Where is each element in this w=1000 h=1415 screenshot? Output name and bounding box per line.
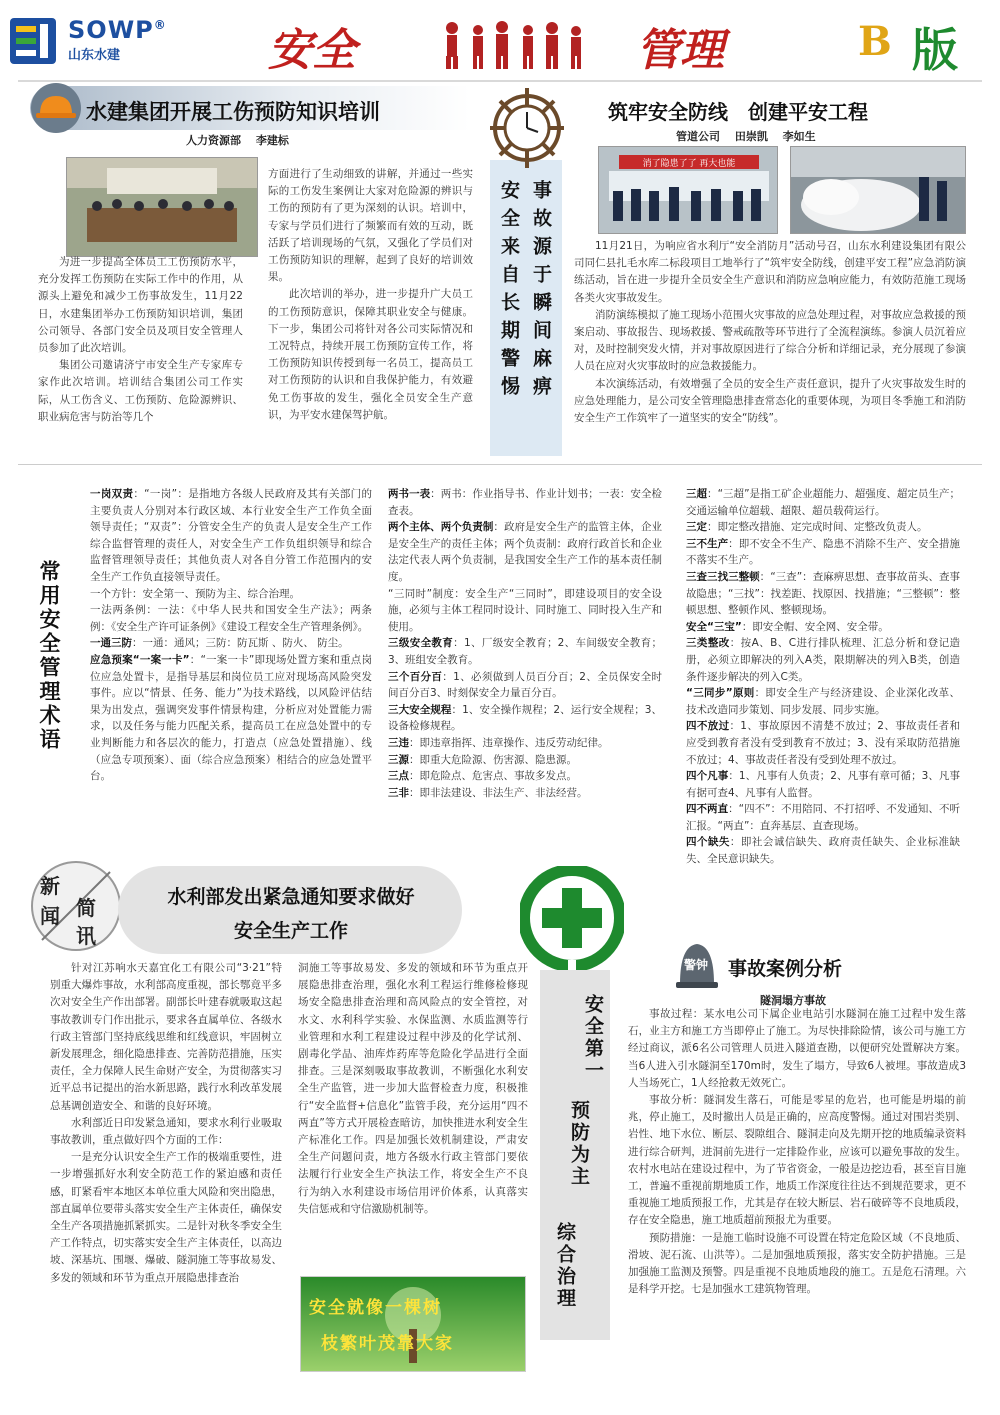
drill-photo-left xyxy=(598,146,778,234)
article1-title: 水建集团开展工伤预防知识培训 xyxy=(86,100,380,124)
news-badge-char-3: 简 xyxy=(76,896,96,920)
case-body: 事故过程：某水电公司下属企业电站引水隧洞在施工过程中发生落石，业主方和施工方当即停止了施工。为尽快排除险情，该公司与施工方经过商议，派6名公司管理人员进入隧道查勘，以便研究处置解决方案。当6人进入引水隧洞至170m时，发生了塌方，导致6人被埋。事故造成3人当场死亡，1人经抢救无效死亡。 事故分析：隧洞发生落石，可能是零星的危岩，也可能是坍塌的前兆，停止施工，及时撤出人员是正确的，应高度警惕。通过对围岩类别、岩性、地下水位、断层、裂隙组合、隧洞走向及先期开挖的地质编录资料进行综合研判，进洞前先进行一定排险作业，应该可以避免事故的发生。农村水电站在建设过程中，为了节省资金，一般是边挖边看，甚至盲目施工，普遍不重视前期地质工作，地质工作深度往往达不到规范要求，更不重视施工地质预报工作，尤其是存在较大断层、岩石破碎等不良地质段，存在安全隐患，施工地质超前预报尤为重要。 预防措施：一是施工临时设施不可设置在特定危险区域（不良地质、滑坡、泥石流、山洪等）。二是加强地质预报，落实安全防护措施。三是加强施工监测及预警。四是重视不良地质地段的施工。五是危石清理。六是科学开挖。七是加强水工建筑物管理。 xyxy=(628,1008,966,1296)
training-photo xyxy=(66,157,258,257)
tree-slogan-box xyxy=(300,1276,526,1372)
header-divider xyxy=(18,80,982,82)
glossary-entry: 三大安全规程：1、安全操作规程；2、运行安全规程；3、设备检修规程。 xyxy=(388,703,663,733)
glossary-entry: “三同时”制度：安全生产“三同时”，即建设项目的安全设施，必须与主体工程同时设计、同时施工、同时投入生产和使用。 xyxy=(388,587,662,633)
clock-icon xyxy=(488,84,566,172)
slogan2-left-column: 综合治理 xyxy=(554,1222,576,1310)
edition-word: 版 xyxy=(912,23,958,77)
logo-english: SOWP® xyxy=(68,16,167,44)
glossary-entry: 四不两直：“四不”：不用陪同、不打招呼、不发通知、不听汇报。“两直”：直奔基层、直查现场。 xyxy=(686,803,960,832)
slogan1-right-column: 事故源于瞬间麻痹 xyxy=(530,180,552,404)
glossary-entry: 三超：“三超”是指工矿企业超能力、超强度、超定员生产；交通运输单位超载、超限、超员载荷运行。 xyxy=(686,488,960,517)
news-badge-char-2: 闻 xyxy=(40,904,60,928)
slogan2-right-column: 安全第一 xyxy=(582,994,604,1082)
glossary-heading: 常用安全管理术语 xyxy=(37,560,61,752)
article1-column-left: 为进一步提高全体员工工伤预防水平，充分发挥工伤预防在实际工作中的作用，从源头上避免和减少工伤事故发生，11月22日，水建集团举办工伤预防知识培训，集团公司领导、各部门安全员及项目安全管理人员参加了此次培训。 集团公司邀请济宁市安全生产专家库专家作此次培训。培训结合集团公司工作实际，从工伤含义、工伤预防、危险源辨识、职业病危害与防治等几个 xyxy=(38,256,243,423)
bell-label: 警钟 xyxy=(684,958,709,972)
article1-column-right: 方面进行了生动细致的讲解，并通过一些实际的工伤发生案例让大家对危险源的辨识与工伤的预防有了更为深刻的认识。培训中，专家与学员们进行了频繁而有效的互动，既活跃了培训现场的气氛，又强化了学员们对工伤预防知识的理解，起到了良好的培训效果。 此次培训的举办，进一步提升广大员工的工伤预防意识，保障其职业安全与健康。下一步，集团公司将针对各公司实际情况和工况特点，持续开展工伤预防宣传工作，将工伤预防知识传授到每一名员工，提高员工对工伤预防的认识和自我保护能力，有效避免工伤事故的发生，强化全员安全生产意识，为平安水建保驾护航。 xyxy=(268,168,473,421)
news-title-line1: 水利部发出紧急通知要求做好 xyxy=(167,886,415,908)
title-safety: 安全 xyxy=(268,25,356,76)
glossary-entry: 四个缺失：即社会诚信缺失、政府责任缺失、企业标准缺失、全民意识缺失。 xyxy=(686,836,961,866)
glossary-entry: 三非：即非法建设、非法生产、非法经营。 xyxy=(388,786,588,799)
masthead xyxy=(0,0,1000,80)
glossary-entry: 安全“三宝”：即安全帽、安全网、安全带。 xyxy=(686,620,889,633)
glossary-column-2 xyxy=(388,486,662,801)
glossary-entry: 三点：即危险点、危害点、事故多发点。 xyxy=(388,770,577,783)
tree-slogan-line1: 安全就像一棵树 xyxy=(309,1298,442,1318)
drill-photo-right xyxy=(790,146,966,234)
glossary-entry: 三违：即违章指挥、违章操作、违反劳动纪律。 xyxy=(388,736,609,749)
glossary-entry: 一个方针：安全第一、预防为主、综合治理。 xyxy=(90,587,300,600)
slogan1-left-column: 安全来自长期警惕 xyxy=(498,180,520,404)
glossary-entry: 一岗双责：“一岗”：是指地方各级人民政府及其有关部门的主要负责人分别对本行政区域、本行业安全生产工作负全面领导责任；“双责”：分管安全生产的负责人是安全生产工作综合监督管理的责任人，对安全生产工作负组织领导和综合监督管理领导责任；其他负责人对各自分管工作范围内的安全生产工作负直接领导责任。 xyxy=(90,488,372,583)
sowp-logo-icon xyxy=(10,18,56,64)
glossary-column-1 xyxy=(90,486,372,785)
glossary-entry: 三查三找三整顿：“三查”：查麻痹思想、查事故苗头、查事故隐患；“三找”：找差距、找原因、找措施；“三整顿”：整顿思想、整顿作风、整顿现场。 xyxy=(686,570,960,617)
glossary-entry: 两个主体、两个负责制：政府是安全生产的监管主体，企业是安全生产的责任主体；两个负责制：政府行政首长和企业法定代表人两个负责制，是我国安全生产工作的基本责任制度。 xyxy=(388,521,663,583)
slogan2-mid-column: 预防为主 xyxy=(568,1100,590,1188)
glossary-entry: 三定：即定整改措施、定完成时间、定整改负责人。 xyxy=(686,521,928,534)
section-divider xyxy=(18,464,982,465)
glossary-entry: 四不放过：1、事故原因不清楚不放过；2、事故责任者和应受到教育者没有受到教育不放过；3、没有采取防范措施不放过；4、事故责任者没有受到处理不放过。 xyxy=(686,720,960,766)
edition-letter: B xyxy=(858,18,892,65)
glossary-entry: 两书一表：两书：作业指导书、作业计划书；一表：安全检查表。 xyxy=(388,488,663,517)
glossary-entry: 三级安全教育：1、厂级安全教育；2、车间级安全教育；3、班组安全教育。 xyxy=(388,637,662,666)
tree-slogan-line2: 枝繁叶茂靠大家 xyxy=(321,1334,454,1354)
news-column-right: 洞施工等事故易发、多发的领域和环节为重点开展隐患排查治理，强化水利工程运行维修检修现场安全隐患排查治理和高风险点的安全管控，对水文、水利科学实验、水保监测、水质监测等行业管理和水利工程建设过程中涉及的化学试剂、剧毒化学品、油库炸药库等危险化学品进行全面排查。三是深刻吸取事故教训，不断强化水利安全生产监管，进一步加大监督检查力度，积极推行“安全监督+信息化”监管手段，充分运用“四不两直”等方式开展检查暗访，加快推进水利安全生产标准化工作。四是加强长效机制建设，严肃安全生产问题问责，地方各级水行政主管部门要依法履行行业安全生产执法工作，将安全生产不良行为纳入水利建设市场信用评价体系，认真落实失信惩戒和守信激励机制等。 xyxy=(298,962,528,1215)
title-management: 管理 xyxy=(636,25,724,76)
glossary-entry: 一通三防：一通：通风；三防：防瓦斯 、防火、 防尘。 xyxy=(90,637,349,650)
article2-body: 11月21日，为响应省水利厅“安全消防月”活动号召，山东水利建设集团有限公司同仁县扎毛水库二标段项目工地举行了“筑牢安全防线，创建平安工程”应急消防演练活动，旨在进一步提升全员安全生产意识和消防应急响应能力，有效防范施工现场各类火灾事故发生。 消防演练模拟了施工现场小范围火灾事故的应急处理过程，对事故应急救援的预案启动、事故报告、现场救援、警戒疏散等环节进行了全流程演练。参演人员沉着应对，及时控制突发火情，并对事故原因进行了综合分析和详细记录，充分展现了参演人员在应对火灾事故时的应急救援能力。 本次演练活动，有效增强了全员的安全生产责任意识，提升了火灾事故发生时的应急处理能力，是公司安全管理隐患排查常态化的重要体现，为项目冬季施工和消防安全生产工作筑牢了一道坚实的安全“防线”。 xyxy=(574,240,966,425)
logo-chinese: 山东水建 xyxy=(68,48,121,63)
workers-silhouette-icon xyxy=(440,18,590,70)
news-badge-char-4: 讯 xyxy=(76,924,96,948)
glossary-column-3 xyxy=(686,486,960,868)
glossary-entry: 四个凡事：1、凡事有人负责；2、凡事有章可循；3、凡事有据可查4、凡事有人监督。 xyxy=(686,770,960,799)
news-column-left: 针对江苏响水天嘉宜化工有限公司“3·21”特别重大爆炸事故，水利部高度重视，部长鄂竟平多次对安全生产作出部署。副部长叶建春就吸取这起事故教训专门作出批示，要求各直属单位、各级水行政主管部门坚持底线思维和红线意识，牢固树立新发展理念，细化隐患排查、完善防范措施，压实责任，全力保障人民生命财产安全，为贯彻落实习近平总书记提出的治水新思路，践行水利改革发展总基调创造安全、和谐的良好环境。 水利部近日印发紧急通知，要求水利行业吸取事故教训，重点做好四个方面的工作： 一是充分认识安全生产工作的极端重要性，进一步增强抓好水利安全防范工作的紧迫感和责任感，盯紧看牢本地区本单位重大风险和突出隐患，部直属单位要带头落实安全生产主体责任，确保安全生产各项措施抓紧抓实。二是针对秋冬季安全生产工作特点，切实落实安全生产主体责任，以高边坡、深基坑、围堰、爆破、隧洞施工等事故易发、多发的领域和环节为重点开展隐患排查治 xyxy=(50,962,282,1284)
drill-banner-text: 消了隐患了了 再大也能 xyxy=(642,159,736,169)
safety-cross-icon xyxy=(520,866,624,970)
news-badge-char-1: 新 xyxy=(40,874,60,898)
case-subtitle: 隧洞塌方事故 xyxy=(760,994,826,1007)
article2-byline: 管道公司 田崇凯 李如生 xyxy=(676,130,816,143)
hardhat-icon xyxy=(30,82,82,134)
glossary-entry: “三同步”原则：即安全生产与经济建设、企业深化改革、技术改造同步策划、同步发展、同步实施。 xyxy=(686,687,961,716)
case-title: 事故案例分析 xyxy=(728,958,843,980)
glossary-entry: 三源：即重大危险源、伤害源、隐患源。 xyxy=(388,753,577,766)
article2-title: 筑牢安全防线 创建平安工程 xyxy=(608,100,868,124)
glossary-entry: 一法两条例：一法：《中华人民共和国安全生产法》；两条例：《安全生产许可证条例》《建设工程安全生产管理条例》。 xyxy=(90,604,372,633)
article1-byline: 人力资源部 李建标 xyxy=(186,134,289,147)
glossary-entry: 三不生产：即不安全不生产、隐患不消除不生产、安全措施不落实不生产。 xyxy=(686,537,961,567)
news-title-line2: 安全生产工作 xyxy=(233,920,348,942)
glossary-entry: 三个百分百：1、必须做到人员百分百；2、全员保安全时间百分百3、时刻保安全力量百分百。 xyxy=(388,670,662,700)
glossary-entry: 应急预案“一案一卡”：“一案一卡”即现场处置方案和重点岗位应急处置卡，是指导基层和岗位员工应对现场高风险突发事件。应以“情景、任务、能力”为技术路线，以风险评估结果为出发点，强调突发事件情景构建，分析应对处置能力需求，以及任务与能力匹配关系，提高员工在应急处置中的专业判断能力和各层次的能力，打造点（应急处置措施）、线（应急专项预案）、面（综合应急预案）相结合的应急处置平台。 xyxy=(90,653,372,783)
glossary-entry: 三类整改：按A、B、C进行排队梳理、汇总分析和登记造册，必须立即解决的列入A类，限期解决的列入B类，创造条件逐步解决的列入C类。 xyxy=(686,637,961,683)
